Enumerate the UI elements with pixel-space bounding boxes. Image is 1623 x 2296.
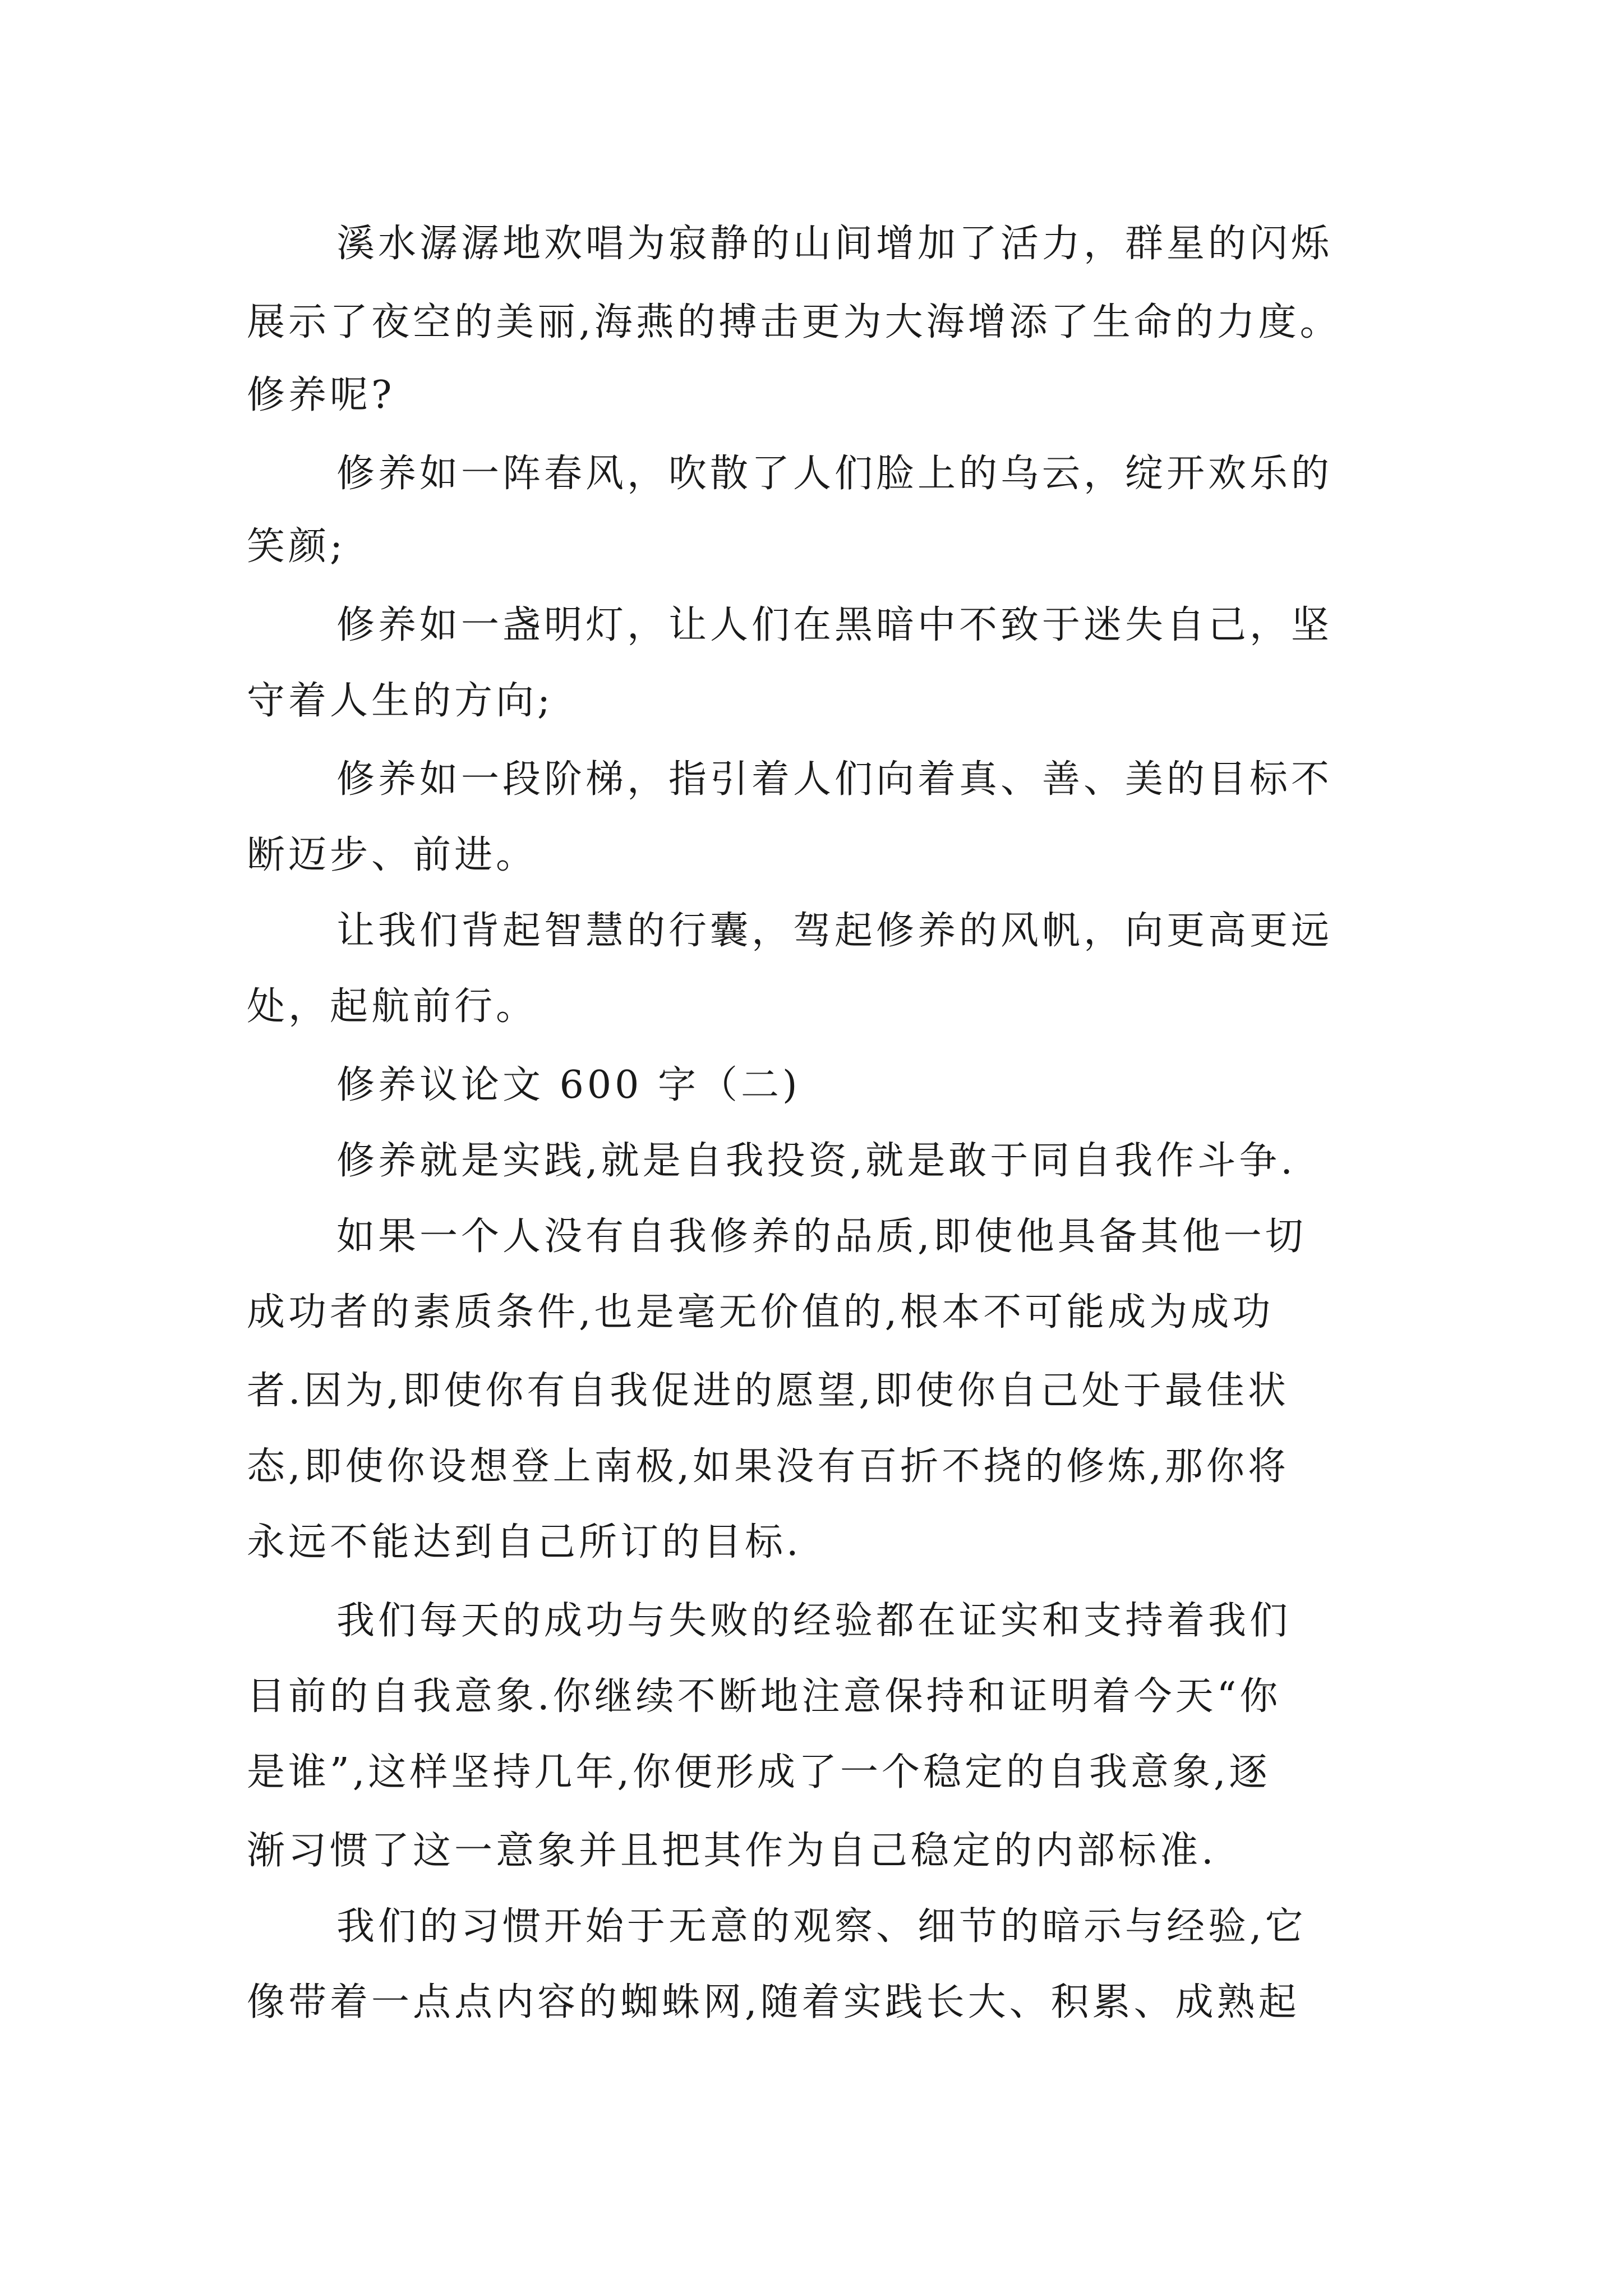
text-line: 让我们背起智慧的行囊，驾起修养的风帆，向更高更远 <box>336 909 1333 953</box>
text-line: 像带着一点点内容的蜘蛛网,随着实践长大、积累、成熟起 <box>247 1980 1300 2024</box>
text-line: 渐习惯了这一意象并且把其作为自己稳定的内部标准. <box>247 1829 1217 1873</box>
text-line: 如果一个人没有自我修养的品质,即使他具备其他一切 <box>336 1214 1307 1259</box>
text-line: 永远不能达到自己所订的目标. <box>247 1520 802 1565</box>
text-line: 态,即使你设想登上南极,如果没有百折不挠的修炼,那你将 <box>247 1444 1289 1489</box>
text-line: 修养呢? <box>247 373 395 417</box>
text-line: 展示了夜空的美丽,海燕的搏击更为大海增添了生命的力度。 <box>247 300 1341 344</box>
text-line: 者.因为,即使你有自我促进的愿望,即使你自己处于最佳状 <box>247 1369 1289 1413</box>
text-line: 断迈步、前进。 <box>247 833 538 877</box>
text-line: 修养如一阵春风，吹散了人们脸上的乌云，绽开欢乐的 <box>336 452 1333 496</box>
text-line: 处，起航前行。 <box>247 984 538 1029</box>
text-line: 笑颜; <box>247 524 346 569</box>
text-line: 守着人生的方向; <box>247 679 554 723</box>
text-line: 成功者的素质条件,也是毫无价值的,根本不可能成为成功 <box>247 1290 1274 1335</box>
text-line: 我们每天的成功与失败的经验都在证实和支持着我们 <box>336 1599 1292 1643</box>
text-line: 修养就是实践,就是自我投资,就是敢于同自我作斗争. <box>336 1139 1296 1183</box>
text-line: 溪水潺潺地欢唱为寂静的山间增加了活力，群星的闪烁 <box>336 222 1333 266</box>
section-heading: 修养议论文 600 字（二) <box>336 1063 801 1107</box>
text-line: 我们的习惯开始于无意的观察、细节的暗示与经验,它 <box>336 1904 1307 1949</box>
text-line: 是谁”,这样坚持几年,你便形成了一个稳定的自我意象,逐 <box>247 1750 1271 1795</box>
text-line: 修养如一盏明灯，让人们在黑暗中不致于迷失自己，坚 <box>336 603 1333 647</box>
text-line: 目前的自我意象.你继续不断地注意保持和证明着今天“你 <box>247 1674 1281 1719</box>
text-line: 修养如一段阶梯，指引着人们向着真、善、美的目标不 <box>336 757 1333 802</box>
